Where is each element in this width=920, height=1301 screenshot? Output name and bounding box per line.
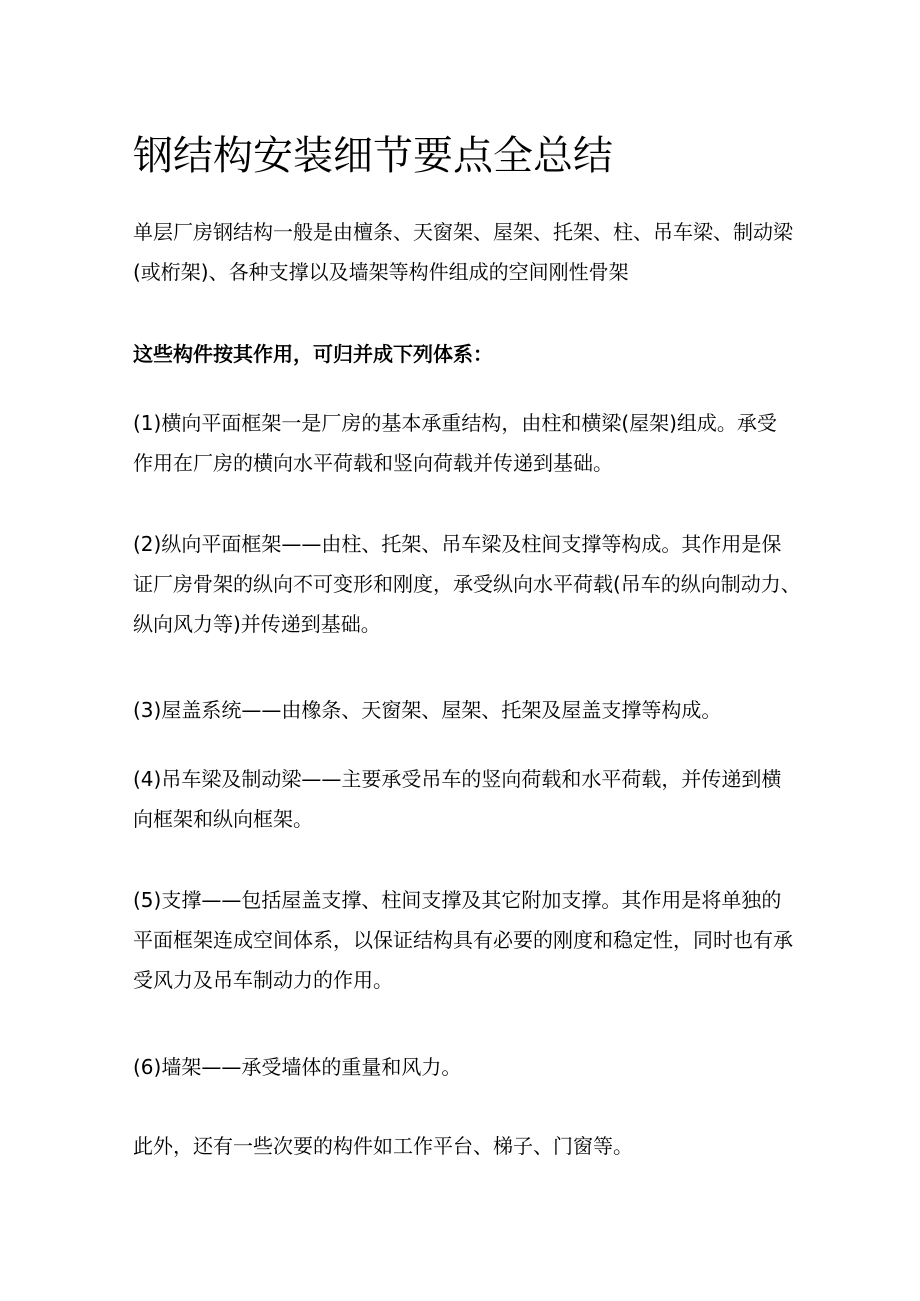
item-5-line-2: 平面框架连成空间体系，以保证结构具有必要的刚度和稳定性，同时也有承: [133, 928, 793, 952]
item-3-line-1: (3)屋盖系统——由橡条、天窗架、屋架、托架及屋盖支撑等构成。: [133, 698, 722, 722]
item-6-line-1: (6)墙架——承受墙体的重量和风力。: [133, 1055, 462, 1079]
document-title: 钢结构安装细节要点全总结: [133, 133, 613, 179]
item-2-line-1: (2)纵向平面框架——由柱、托架、吊车梁及柱间支撑等构成。其作用是保: [133, 532, 782, 556]
item-6-paragraph: [133, 1047, 793, 1087]
intro-paragraph: [133, 212, 793, 292]
item-4-line-1: (4)吊车梁及制动梁——主要承受吊车的竖向荷载和水平荷载，并传递到横: [133, 767, 782, 791]
item-1-paragraph: [133, 403, 793, 483]
item-2-paragraph: [133, 524, 801, 644]
item-3-paragraph: [133, 690, 793, 730]
item-1-line-1: (1)横向平面框架一是厂房的基本承重结构，由柱和横梁(屋架)组成。承受: [133, 411, 777, 435]
item-2-line-3: 纵向风力等)并传递到基础。: [133, 612, 381, 636]
closing-paragraph: 此外，还有一些次要的构件如工作平台、梯子、门窗等。: [133, 1134, 633, 1158]
item-4-paragraph: [133, 759, 793, 839]
intro-line-2: (或桁架)、各种支撑以及墙架等构件组成的空间刚性骨架: [133, 260, 629, 284]
item-5-line-3: 受风力及吊车制动力的作用。: [133, 968, 393, 992]
item-5-line-1: (5)支撑——包括屋盖支撑、柱间支撑及其它附加支撑。其作用是将单独的: [133, 888, 782, 912]
item-4-line-2: 向框架和纵向框架。: [133, 807, 313, 831]
item-5-paragraph: [133, 880, 793, 1000]
intro-line-1: 单层厂房钢结构一般是由檀条、天窗架、屋架、托架、柱、吊车梁、制动梁: [133, 220, 793, 244]
item-1-line-2: 作用在厂房的横向水平荷载和竖向荷载并传递到基础。: [133, 451, 613, 475]
systems-heading: 这些构件按其作用，可归并成下列体系：: [133, 342, 493, 366]
item-2-line-2: 证厂房骨架的纵向不可变形和刚度，承受纵向水平荷载(吊车的纵向制动力、: [133, 572, 801, 596]
